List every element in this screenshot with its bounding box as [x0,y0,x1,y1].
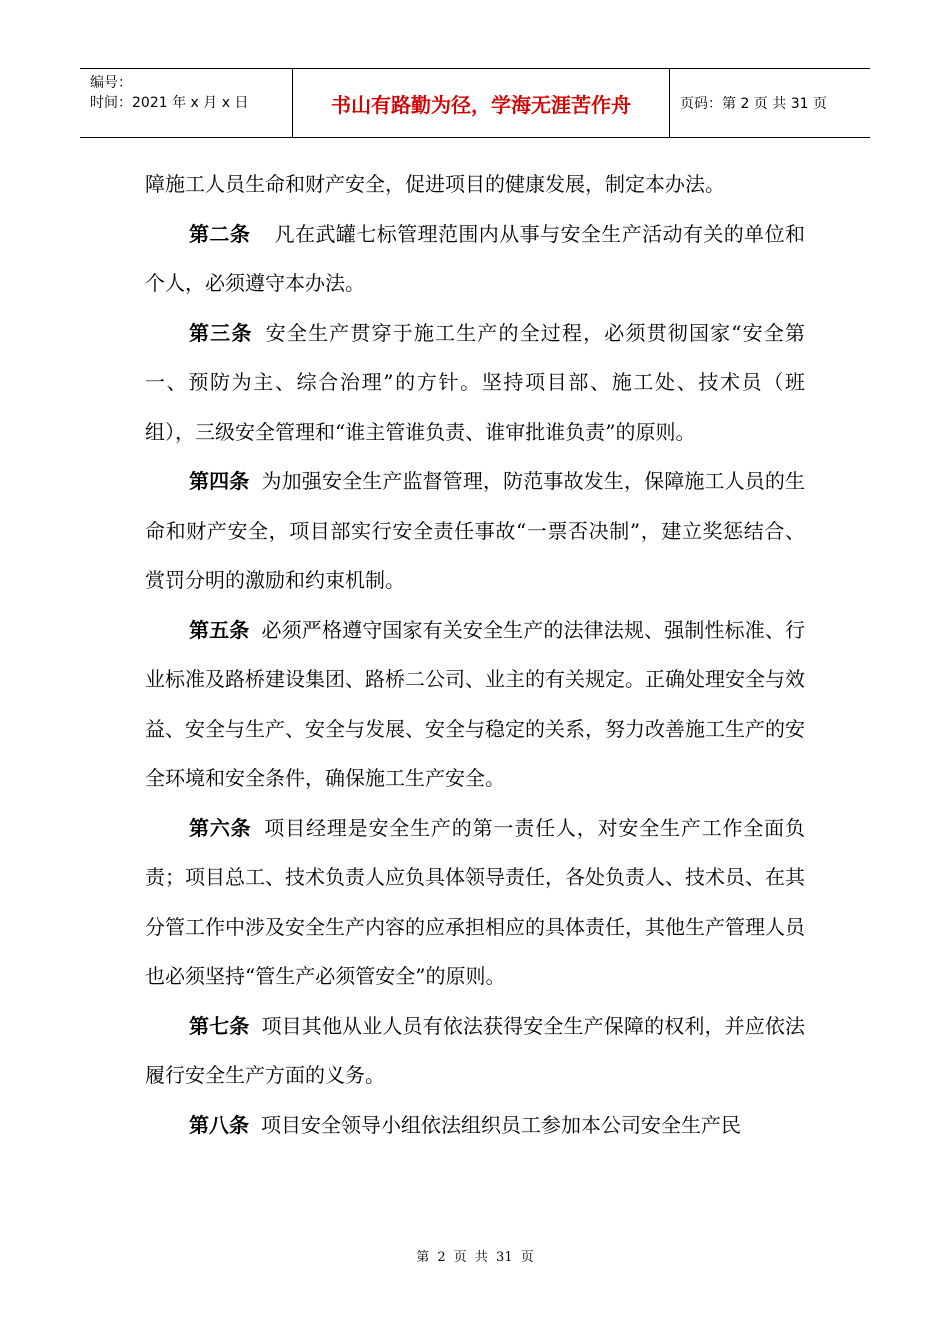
article-text: 凡在武罐七标管理范围内从事与安全生产活动有关的单位和个人，必须遵守本办法。 [145,221,806,295]
article-title: 第二条 [189,221,251,246]
document-body [145,160,805,1150]
page-footer: 第 2 页 共 31 页 [416,1250,534,1265]
article-2 [145,210,805,309]
article-text: 项目其他从业人员有依法获得安全生产保障的权利，并应依法履行安全生产方面的义务。 [145,1013,806,1087]
article-title: 第七条 [189,1013,250,1038]
header-motto: 书山有路勤为径，学海无涯苦作舟 [293,69,670,137]
article-4 [145,457,805,606]
article-text: 安全生产贯穿于施工生产的全过程，必须贯彻国家“安全第一、预防为主、综合治理”的方针。坚持项目部、施工处、技术员（班组），三级安全管理和“谁主管谁负责、谁审批谁负责”的原则。 [145,320,805,444]
article-title: 第三条 [189,320,253,345]
paragraph-continued: 障施工人员生命和财产安全，促进项目的健康发展，制定本办法。 [145,172,725,196]
article-6 [145,804,805,1002]
article-title: 第六条 [189,815,252,840]
page-header [80,68,870,138]
header-meta [80,69,293,137]
article-title: 第八条 [189,1112,249,1137]
article-3 [145,309,805,458]
article-title: 第四条 [189,469,250,493]
article-title: 第五条 [189,617,250,642]
article-7 [145,1002,805,1101]
article-5 [145,606,805,804]
article-text: 项目经理是安全生产的第一责任人，对安全生产工作全面负责；项目总工、技术负责人应负具体领导责任，各处负责人、技术员、在其分管工作中涉及安全生产内容的应承担相应的具体责任，其他生产管理人员也必须坚持“管生产必须管安全”的原则。 [145,815,806,988]
document-date: 时间：2021 年 x 月 x 日 [90,95,249,111]
article-text: 项目安全领导小组依法组织员工参加本公司安全生产民 [261,1112,741,1137]
article-text: 必须严格遵守国家有关安全生产的法律法规、强制性标准、行业标准及路桥建设集团、路桥二公司、业主的有关规定。正确处理安全与效益、安全与生产、安全与发展、安全与稳定的关系，努力改善施工生产的安全环境和安全条件，确保施工生产安全。 [145,617,806,790]
header-page-info: 页码：第 2 页 共 31 页 [680,96,827,112]
article-8 [145,1101,805,1151]
article-text: 为加强安全生产监督管理，防范事故发生，保障施工人员的生命和财产安全，项目部实行安全责任事故“一票否决制”，建立奖惩结合、赏罚分明的激励和约束机制。 [145,469,806,592]
document-number-label: 编号： [90,75,132,91]
